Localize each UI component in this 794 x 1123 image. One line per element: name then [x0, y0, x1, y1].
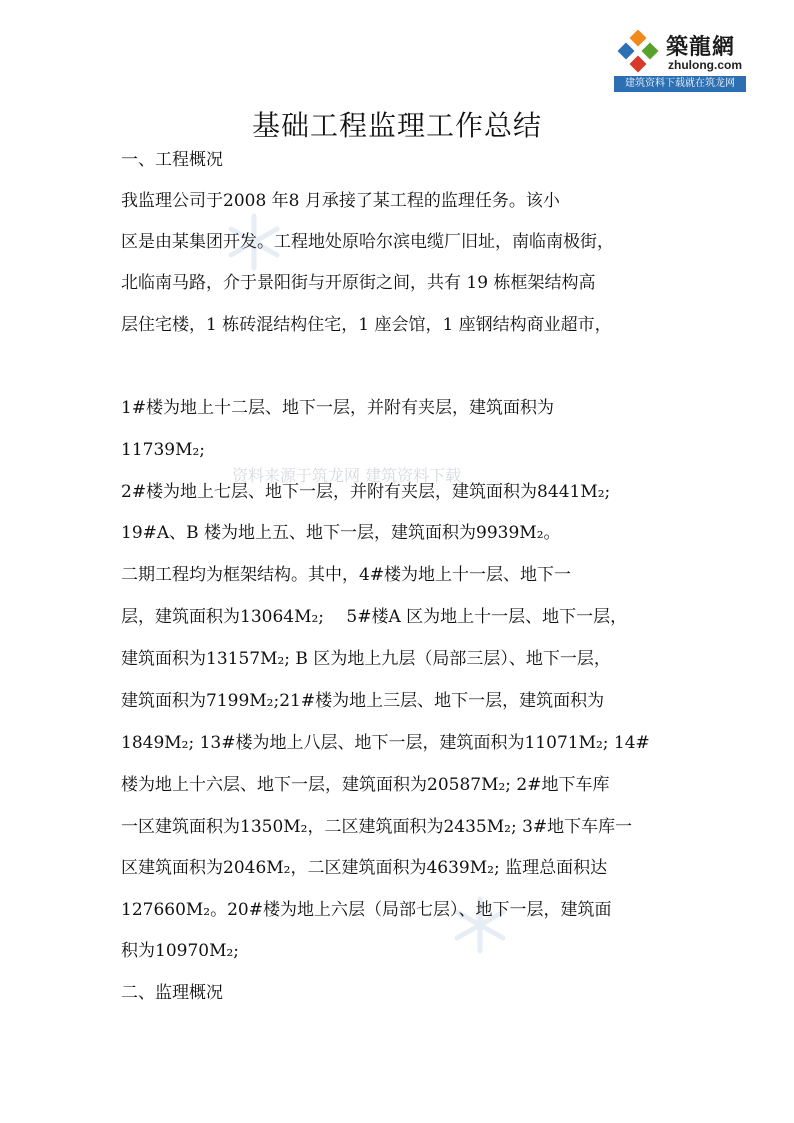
- text-line: 我监理公司于2008 年8 月承接了某工程的监理任务。该小: [121, 191, 560, 211]
- text-line: 区是由某集团开发。工程地处原哈尔滨电缆厂旧址，南临南极街，: [121, 232, 614, 252]
- logo-slogan: 建筑资料下载就在筑龙网: [614, 76, 746, 92]
- zhulong-logo: [614, 26, 746, 92]
- text-line: 建筑面积为7199M₂;21#楼为地上三层、地下一层，建筑面积为: [121, 691, 605, 711]
- page-title: 基础工程监理工作总结: [251, 109, 542, 142]
- text-line: 11739M₂;: [121, 440, 206, 460]
- text-line: 2#楼为地上七层、地下一层，并附有夹层，建筑面积为8441M₂;: [121, 482, 611, 502]
- logo-name: 築龍網: [666, 34, 736, 60]
- text-line: 二期工程均为框架结构。其中，4#楼为地上十一层、地下一: [121, 565, 572, 585]
- text-line: 积为10970M₂;: [121, 941, 240, 961]
- text-line: 1849M₂; 13#楼为地上八层、地下一层，建筑面积为11071M₂; 14#: [121, 733, 650, 753]
- text-line: 楼为地上十六层、地下一层，建筑面积为20587M₂; 2#地下车库: [121, 775, 610, 795]
- section-heading: 二、监理概况: [121, 983, 223, 1003]
- text-line: 层住宅楼，1 栋砖混结构住宅，1 座会馆，1 座钢结构商业超市，: [121, 315, 612, 335]
- logo-domain: zhulong.com: [668, 58, 742, 72]
- text-line: 北临南马路，介于景阳街与开原街之间，共有 19 栋框架结构高: [121, 273, 596, 293]
- section-heading: 一、工程概况: [121, 150, 223, 170]
- text-line: 建筑面积为13157M₂; B 区为地上九层（局部三层）、地下一层，: [121, 649, 611, 669]
- text-line: 1#楼为地上十二层、地下一层，并附有夹层，建筑面积为: [121, 398, 555, 418]
- text-line: 一区建筑面积为1350M₂，二区建筑面积为2435M₂; 3#地下车库一: [121, 817, 633, 837]
- watermark-band: 资料来源于筑龙网 建筑资料下载: [232, 466, 462, 485]
- text-line: 层，建筑面积为13064M₂; 5#楼A 区为地上十一层、地下一层，: [121, 607, 628, 627]
- text-line: 19#A、B 楼为地上五、地下一层，建筑面积为9939M₂。: [121, 523, 561, 543]
- zhulong-logo-mark-icon: [616, 30, 660, 74]
- text-line: 区建筑面积为2046M₂，二区建筑面积为4639M₂; 监理总面积达: [121, 858, 608, 878]
- text-line: 127660M₂。20#楼为地上六层（局部七层）、地下一层，建筑面: [121, 900, 612, 920]
